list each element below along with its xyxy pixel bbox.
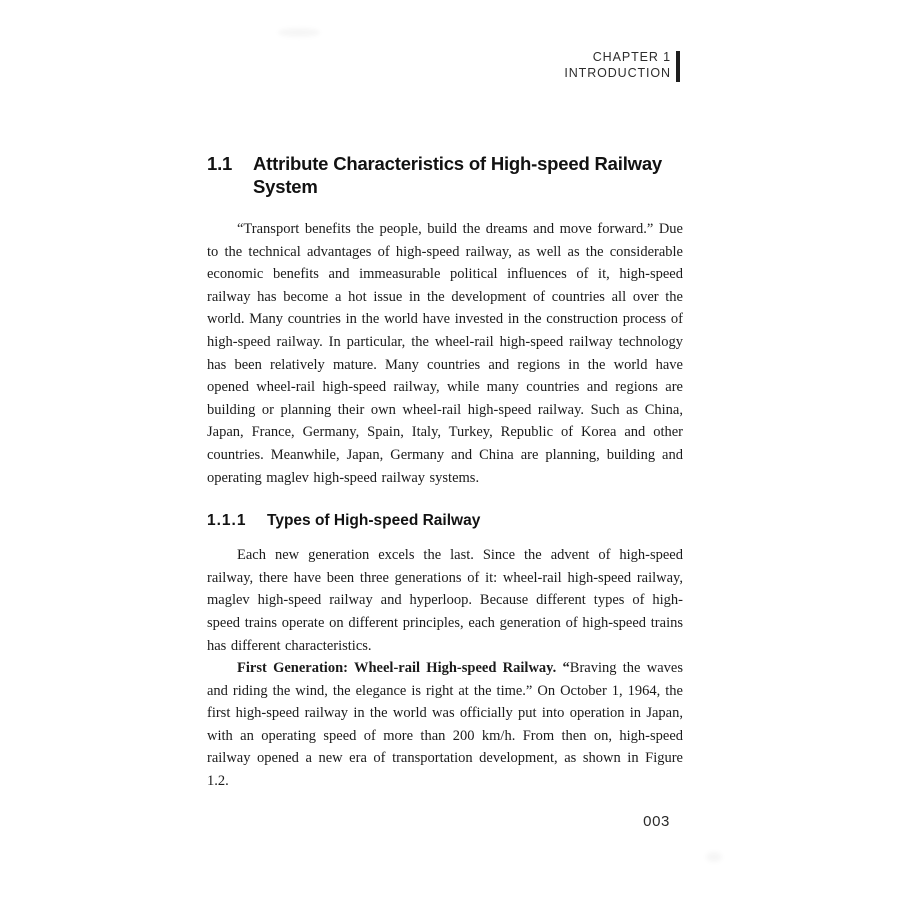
running-header (564, 50, 680, 82)
subsection-heading (207, 510, 683, 531)
section-number: 1.1 (207, 153, 233, 174)
running-header-bar (676, 51, 680, 82)
scan-artifact (278, 28, 320, 37)
paragraph-3-text: Braving the waves and riding the wind, the elegance is right at the time.” On October 1, 1964, the first high-speed railway in the world was officially put into operation in Japan, with an operating speed of more than 200 km/h. From then on, high-speed railway opened a new era of transportation development, as shown in Figure 1.2. (207, 660, 683, 790)
paragraph-3-bold-lead: First Generation: Wheel-rail High-speed Railway. “ (237, 660, 570, 677)
running-header-chapter: CHAPTER 1 (592, 50, 671, 64)
page-content (207, 152, 683, 793)
running-header-title: INTRODUCTION (564, 65, 671, 80)
page-number: 003 (643, 813, 670, 830)
subsection-title: Types of High-speed Railway (267, 512, 481, 530)
subsection-number: 1.1.1 (207, 512, 247, 530)
section-title-line-2: System (253, 176, 318, 197)
scan-artifact (706, 852, 722, 862)
paragraph-2: Each new generation excels the last. Since the advent of high-speed railway, there have been three generations of it: wheel-rail high-speed railway, maglev high-speed railway and hyperloop. Because different types of high-speed trains operate on different principles, each generation of high-speed trains has different characteristics. (207, 547, 683, 654)
section-heading (207, 152, 683, 198)
section-title (253, 152, 662, 198)
section-title-line-1: Attribute Characteristics of High-speed Railway (253, 153, 663, 174)
paragraph-1: “Transport benefits the people, build the dreams and move forward.” Due to the technical advantages of high-speed railway, as well as the considerable economic benefits and immeasurable political influences of it, high-speed railway has become a hot issue in the development of countries all over the world. Many countries in the world have invested in the construction process of high-speed railway. In particular, the wheel-rail high-speed railway technology has been relatively mature. Many countries and regions in the world have opened wheel-rail high-speed railway, while many countries and regions are building or planning their own wheel-rail high-speed railway. Such as China, Japan, France, Germany, Spain, Italy, Turkey, Republic of Korea and other countries. Meanwhile, Japan, Germany and China are planning, building and operating maglev high-speed railway systems. (207, 221, 683, 486)
running-header-text (564, 50, 671, 81)
paragraph-3 (207, 657, 683, 793)
